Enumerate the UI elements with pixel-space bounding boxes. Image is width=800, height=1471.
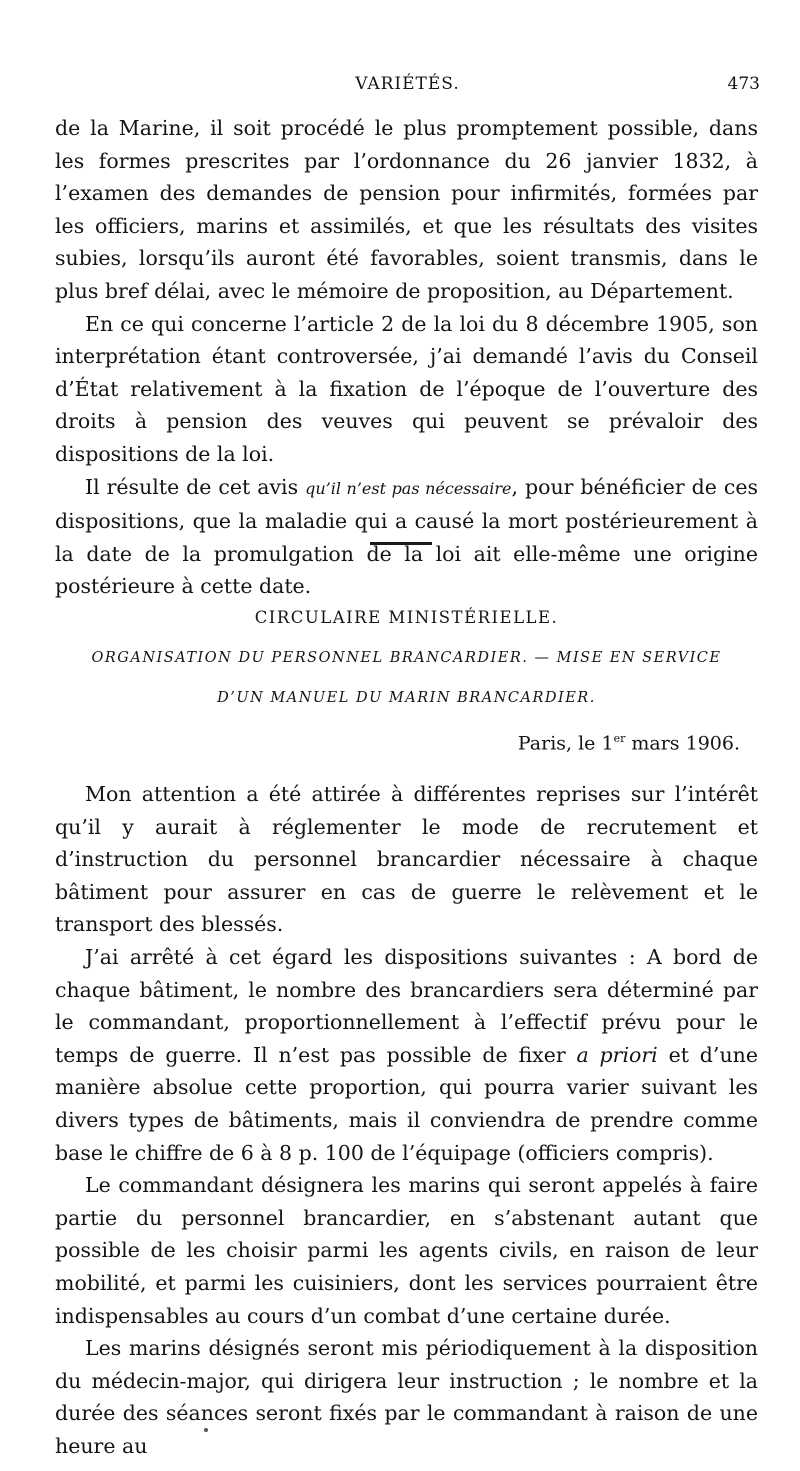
dateline	[518, 732, 740, 754]
circular-subject-line-2: D’UN MANUEL DU MARIN BRANCARDIER.	[217, 690, 596, 706]
date-text: Paris, le 1	[517, 732, 614, 755]
page-number: 473	[727, 74, 760, 94]
circular-subject-line-1: ORGANISATION DU PERSONNEL BRANCARDIER. — MISE EN SERVICE	[91, 650, 722, 666]
paragraph-attention: Mon attention a été attirée à différentes reprises sur l’intérêt qu’il y aurait à réglementer le mode de recrutement et d’instruction du personnel brancardier nécessaire à chaque bâtiment pour assurer en cas de guerre le relèvement et le transport des blessés.	[55, 782, 758, 937]
paragraph-article-2: En ce qui concerne l’article 2 de la loi du 8 décembre 1905, son interprétation étant controversée, j’ai demandé l’avis du Conseil d’État relativement à la fixation de l’époque de l’ouverture des droits à pension des veuves qui peuvent se prévaloir des dispositions de la loi.	[55, 311, 758, 466]
ink-speck	[204, 1428, 208, 1432]
date-superscript: er	[613, 732, 626, 745]
text-block-pensions	[55, 112, 758, 603]
text-run: , pour bénéficier de ces dispositions, que la maladie qui a causé la mort postérieurement à la date de la promulgation de la loi ait elle-même une origine postérieure à cette date.	[55, 474, 759, 599]
text-run: et d’une manière absolue cette proportion, qui pourra varier suivant les divers types de bâtiments, mais il conviendra de prendre comme base le chiffre de 6 à 8 p. 100 de l’équipage (officiers compris).	[55, 1042, 758, 1165]
italic-phrase: a priori	[576, 1042, 658, 1067]
section-separator-rule	[370, 542, 432, 545]
text-run: J’ai arrêté à cet égard les dispositions suivantes : A bord de chaque bâtiment, le nombre des brancardiers sera déterminé par le commandant, proportionnellement à l’effectif prévu pour le temps de guerre. Il n’est pas possible de fixer	[55, 944, 758, 1067]
italic-phrase: qu’il n’est pas nécessaire	[305, 478, 512, 498]
date-text-end: mars 1906.	[625, 732, 740, 755]
paragraph-marins-designes: Les marins désignés seront mis périodiquement à la disposition du médecin-major, qui dirigera leur instruction ; le nombre et la durée des séances seront fixés par le commandant à raison de une heure au	[55, 1336, 758, 1458]
paragraph-dispositions	[55, 941, 758, 1169]
running-title: VARIÉTÉS.	[355, 74, 460, 94]
paragraph-marine-continuation: de la Marine, il soit procédé le plus promptement possible, dans les formes prescrites par l’ordonnance du 26 janvier 1832, à l’examen des demandes de pension pour infirmités, formées par les officiers, marins et assimilés, et que les résultats des visites subies, lorsqu’ils auront été favorables, soient transmis, dans le plus bref délai, avec le mémoire de proposition, au Département.	[55, 116, 758, 303]
text-run: Il résulte de cet avis	[85, 474, 306, 499]
running-head	[55, 74, 760, 104]
text-block-brancardiers	[55, 778, 758, 1462]
circular-heading: CIRCULAIRE MINISTÉRIELLE.	[254, 608, 559, 627]
paragraph-commandant: Le commandant désignera les marins qui seront appelés à faire partie du personnel brancardier, en s’abstenant autant que possible de les choisir parmi les agents civils, en raison de leur mobilité, et parmi les cuisiniers, dont les services pourraient être indispensables au cours d’un combat d’une certaine durée.	[55, 1173, 758, 1328]
paragraph-conseil-avis	[55, 471, 758, 603]
